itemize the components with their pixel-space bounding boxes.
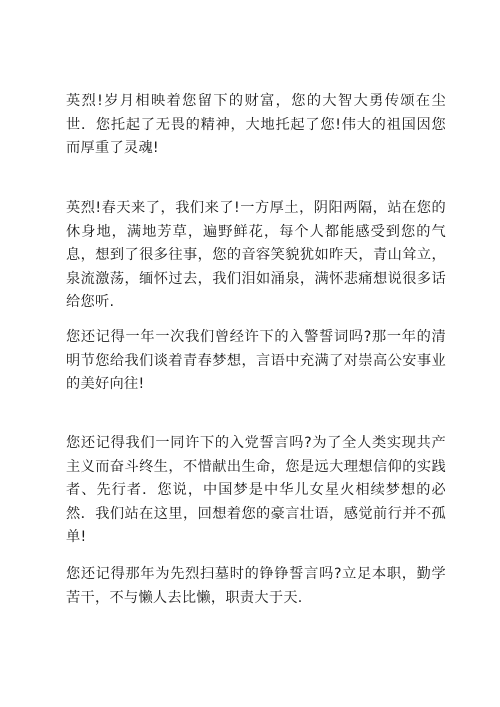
paragraph-3: 您还记得一年一次我们曾经许下的入警誓词吗?那一年的清明节您给我们谈着青春梦想，言语中充满了对崇高公安事业的美好向往! bbox=[66, 329, 446, 392]
paragraph-2: 英烈!春天来了，我们来了!一方厚土，阴阳两隔，站在您的休身地，满地芳草，遍野鲜花，每个人都能感受到您的气息，想到了很多往事，您的音容笑貌犹如昨天，青山耸立，泉流激荡，缅怀过去，我们泪如涌泉，满怀悲痛想说很多话给您听. bbox=[66, 200, 446, 310]
paragraph-4: 您还记得我们一同许下的入党誓言吗?为了全人类实现共产主义而奋斗终生，不惜献出生命，您是远大理想信仰的实践者、先行者．您说，中国梦是中华儿女星火相续梦想的必然．我们站在这里，回想着您的豪言壮语，感觉前行并不孤单! bbox=[66, 435, 446, 545]
paragraph-5: 您还记得那年为先烈扫墓时的铮铮誓言吗?立足本职，勤学苦干，不与懒人去比懒，职责大于天. bbox=[66, 566, 446, 606]
paragraph-1: 英烈!岁月相映着您留下的财富，您的大智大勇传颂在尘世．您托起了无畏的精神，大地托起了您!伟大的祖国因您而厚重了灵魂! bbox=[66, 93, 446, 156]
